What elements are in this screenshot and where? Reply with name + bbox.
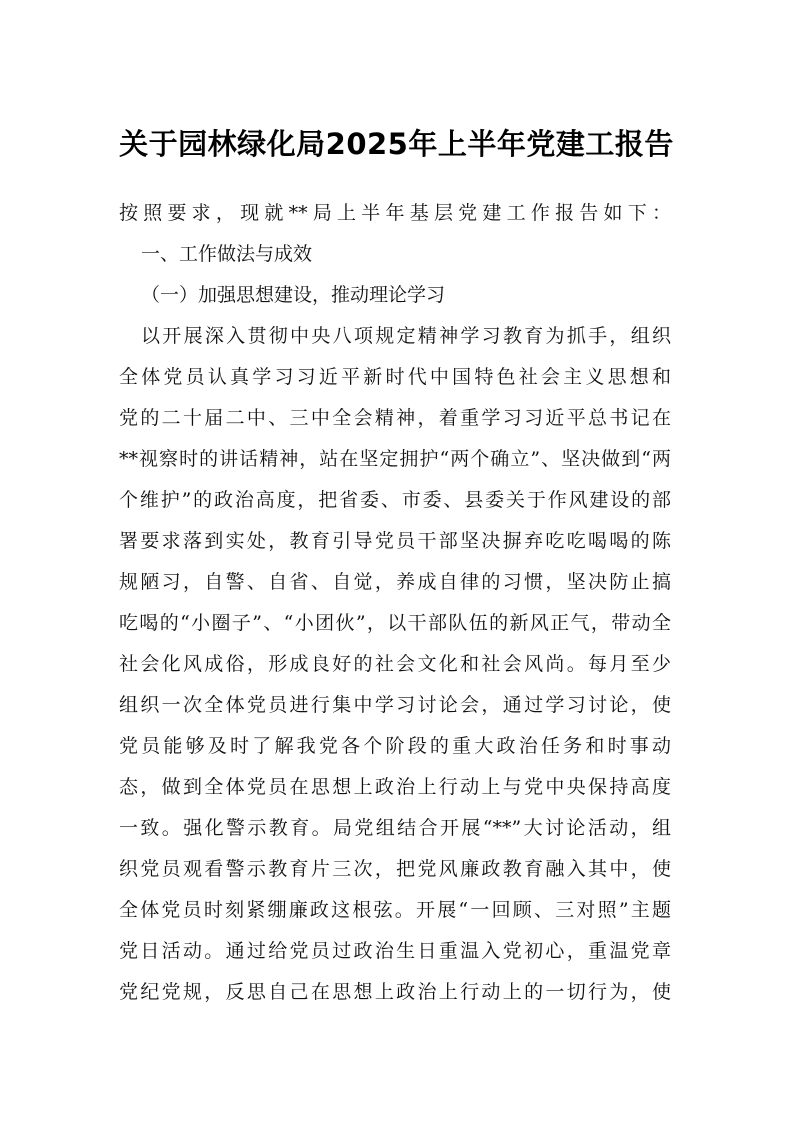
intro-paragraph: 按照要求，现就**局上半年基层党建工作报告如下：: [119, 202, 671, 224]
body-line: 规陋习，自警、自省、自觉，养成自律的习惯，坚决防止搞: [119, 571, 671, 593]
body-line: 党员能够及时了解我党各个阶段的重大政治任务和时事动: [119, 735, 671, 757]
body-line: 全体党员认真学习习近平新时代中国特色社会主义思想和: [119, 366, 671, 388]
document-title: 关于园林绿化局2025年上半年党建工报告: [119, 127, 674, 161]
body-line: 社会化风成俗，形成良好的社会文化和社会风尚。每月至少: [119, 653, 671, 675]
body-line: 组织一次全体党员进行集中学习讨论会，通过学习讨论，使: [119, 694, 671, 716]
body-line: 全体党员时刻紧绷廉政这根弦。开展“一回顾、三对照”主题: [119, 899, 671, 921]
section-heading: 一、工作做法与成效: [141, 243, 313, 265]
subsection-heading: （一）加强思想建设，推动理论学习: [141, 284, 446, 306]
body-line: 一致。强化警示教育。局党组结合开展“**”大讨论活动，组: [119, 817, 671, 839]
body-line: 党纪党规，反思自己在思想上政治上行动上的一切行为，使: [119, 981, 671, 1003]
body-line: 以开展深入贯彻中央八项规定精神学习教育为抓手，组织: [141, 325, 671, 347]
body-line: 个维护”的政治高度，把省委、市委、县委关于作风建设的部: [119, 489, 671, 511]
body-line: **视察时的讲话精神，站在坚定拥护“两个确立”、坚决做到“两: [119, 448, 671, 470]
body-line: 织党员观看警示教育片三次，把党风廉政教育融入其中，使: [119, 858, 671, 880]
body-line: 党的二十届二中、三中全会精神，着重学习习近平总书记在: [119, 407, 671, 429]
body-line: 党日活动。通过给党员过政治生日重温入党初心，重温党章: [119, 940, 671, 962]
body-line: 吃喝的“小圈子”、“小团伙”，以干部队伍的新风正气，带动全: [119, 612, 671, 634]
body-line: 署要求落到实处，教育引导党员干部坚决摒弃吃吃喝喝的陈: [119, 530, 671, 552]
body-line: 态，做到全体党员在思想上政治上行动上与党中央保持高度: [119, 776, 671, 798]
